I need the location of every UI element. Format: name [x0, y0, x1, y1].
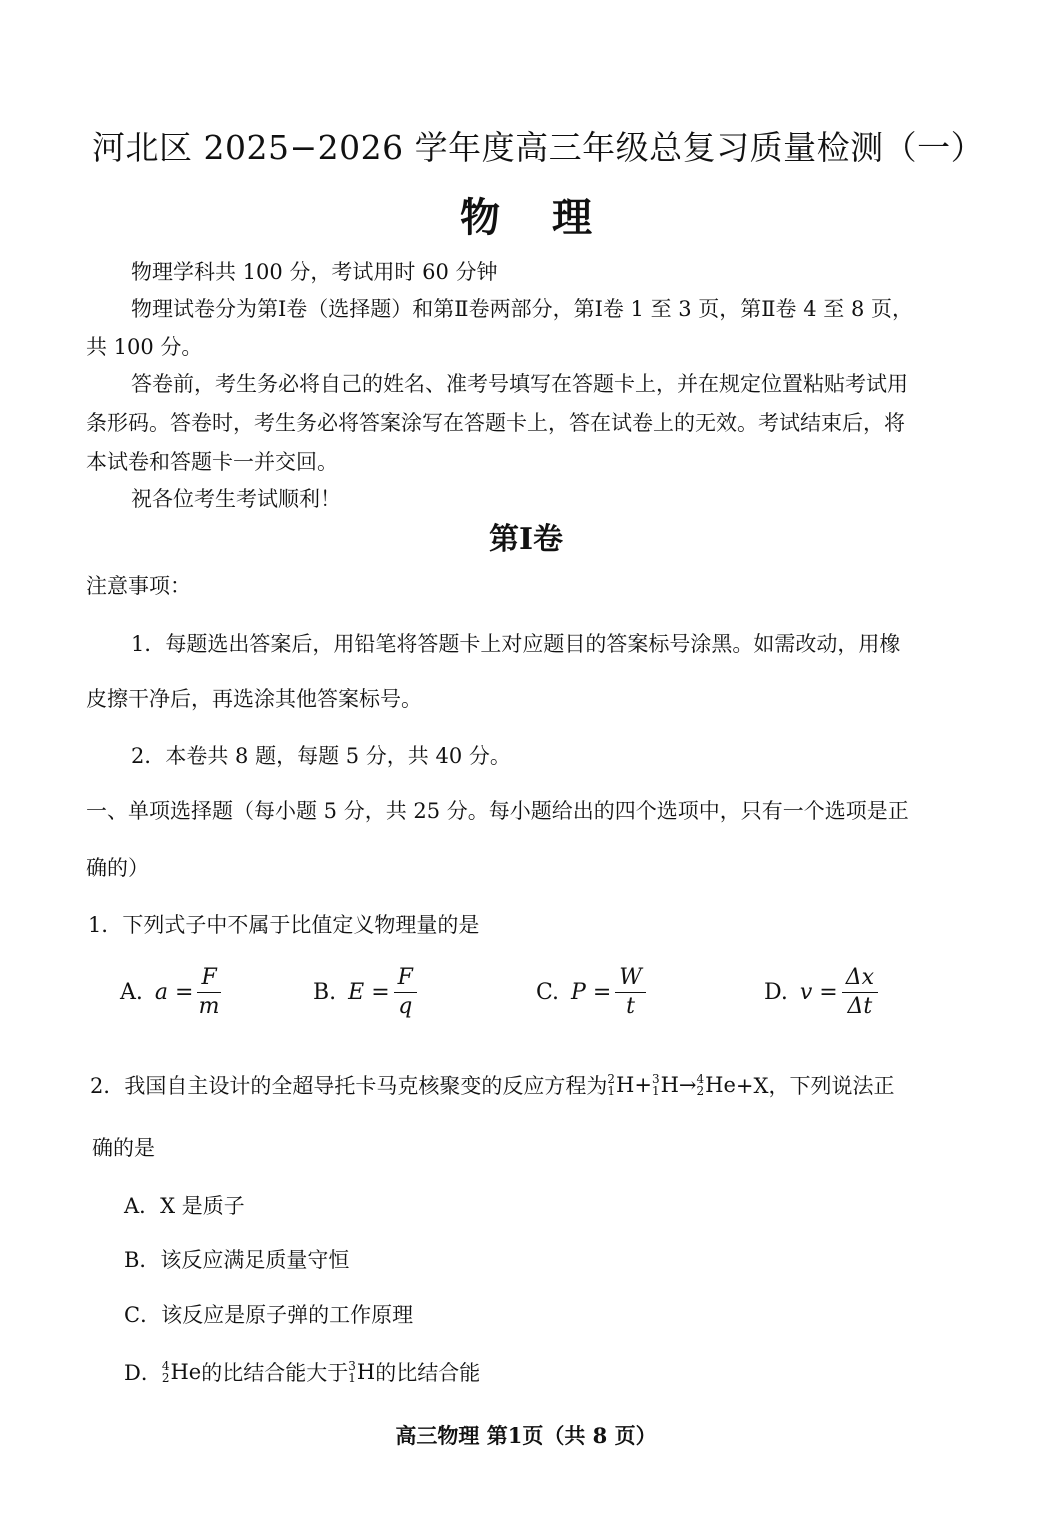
mass-number: 2 [607, 1072, 615, 1086]
subject-title: 物理 [460, 194, 644, 241]
mass-number: 3 [651, 1072, 660, 1086]
option-text-middle: 的比结合能大于 [201, 1361, 349, 1385]
question-2-stem-tail: +X，下列说法正 [735, 1074, 895, 1098]
option-label: D． [124, 1361, 162, 1385]
charge-number: 2 [161, 1371, 170, 1385]
question-2-stem-cont: 确的是 [92, 1136, 155, 1160]
question-2-option-d [124, 1357, 480, 1387]
option-label: A. [120, 980, 143, 1006]
fraction-numerator: W [615, 966, 646, 993]
formula-fraction [197, 966, 220, 1019]
nuclide-tritium [652, 1073, 679, 1097]
fraction-numerator: Δx [842, 966, 878, 993]
option-text-tail: 的比结合能 [375, 1361, 481, 1385]
notice-item-1a: 1．每题选出答案后，用铅笔将答题卡上对应题目的答案标号涂黑。如需改动，用橡 [131, 632, 901, 656]
intro-line-7: 祝各位考生考试顺利！ [131, 487, 341, 511]
reaction-arrow: → [678, 1073, 697, 1097]
intro-line-3: 共 100 分。 [86, 335, 203, 359]
intro-line-5: 条形码。答卷时，考生务必将答案涂写在答题卡上，答在试卷上的无效。考试结束后，将 [86, 411, 905, 435]
formula-lhs: E = [348, 980, 390, 1006]
nuclide-helium [162, 1360, 201, 1384]
fraction-numerator: F [394, 966, 417, 993]
formula-lhs: a = [154, 980, 194, 1006]
page-footer: 高三物理 第1页（共 8 页） [395, 1423, 657, 1448]
question-1-option-c [536, 966, 646, 1019]
mass-number: 4 [161, 1359, 170, 1373]
fraction-denominator: q [398, 994, 413, 1020]
element-symbol: He [705, 1073, 736, 1097]
question-1-stem: 1．下列式子中不属于比值定义物理量的是 [88, 913, 480, 937]
question-1-option-d [764, 966, 878, 1019]
plus-sign: + [634, 1073, 652, 1097]
element-symbol: H [660, 1073, 679, 1097]
question-2-option-a: A．X 是质子 [124, 1194, 245, 1218]
question-2-option-b: B．该反应满足质量守恒 [124, 1248, 350, 1272]
charge-number: 1 [651, 1084, 660, 1098]
question-1-option-b [313, 966, 417, 1019]
fraction-denominator: Δt [847, 994, 873, 1020]
element-symbol: H [356, 1360, 376, 1384]
formula-fraction [394, 966, 417, 1019]
formula-lhs: v = [799, 980, 838, 1006]
notice-heading: 注意事项： [86, 574, 191, 598]
option-label: B. [313, 980, 337, 1006]
fraction-denominator: m [198, 994, 220, 1020]
intro-line-4: 答卷前，考生务必将自己的姓名、准考号填写在答题卡上，并在规定位置粘贴考试用 [131, 372, 908, 396]
nuclide-deuterium [607, 1073, 634, 1097]
formula-fraction [615, 966, 646, 1019]
notice-item-2: 2．本卷共 8 题，每题 5 分，共 40 分。 [131, 744, 511, 768]
question-2-stem-prefix: 2．我国自主设计的全超导托卡马克核聚变的反应方程为 [90, 1074, 608, 1098]
intro-line-6: 本试卷和答题卡一并交回。 [86, 450, 338, 474]
element-symbol: He [170, 1360, 202, 1384]
fraction-denominator: t [626, 994, 636, 1020]
intro-line-2: 物理试卷分为第Ⅰ卷（选择题）和第Ⅱ卷两部分，第Ⅰ卷 1 至 3 页，第Ⅱ卷 4 至 8 页， [131, 297, 913, 321]
intro-line-1: 物理学科共 100 分，考试用时 60 分钟 [131, 260, 498, 284]
question-2-stem [90, 1070, 894, 1100]
charge-number: 1 [607, 1084, 615, 1098]
notice-item-1b: 皮擦干净后，再选涂其他答案标号。 [86, 687, 422, 711]
question-1-option-a [120, 966, 221, 1019]
mass-number: 3 [348, 1359, 356, 1373]
volume-title: 第Ⅰ卷 [488, 522, 564, 557]
mass-number: 4 [696, 1072, 705, 1086]
fraction-numerator: F [197, 966, 220, 993]
option-label: D. [764, 980, 788, 1006]
element-symbol: H [616, 1073, 635, 1097]
charge-number: 1 [348, 1371, 356, 1385]
formula-lhs: P = [571, 980, 612, 1006]
exam-title: 河北区 2025−2026 学年度高三年级总复习质量检测（一） [92, 128, 985, 167]
question-2-option-c: C．该反应是原子弹的工作原理 [124, 1303, 414, 1327]
option-label: C. [536, 980, 560, 1006]
section-1-heading-cont: 确的） [86, 856, 149, 880]
nuclide-tritium [348, 1360, 375, 1384]
section-1-heading: 一、单项选择题（每小题 5 分，共 25 分。每小题给出的四个选项中，只有一个选项是正 [86, 799, 909, 823]
charge-number: 2 [696, 1084, 705, 1098]
formula-fraction [842, 966, 878, 1019]
nuclide-helium [697, 1073, 736, 1097]
